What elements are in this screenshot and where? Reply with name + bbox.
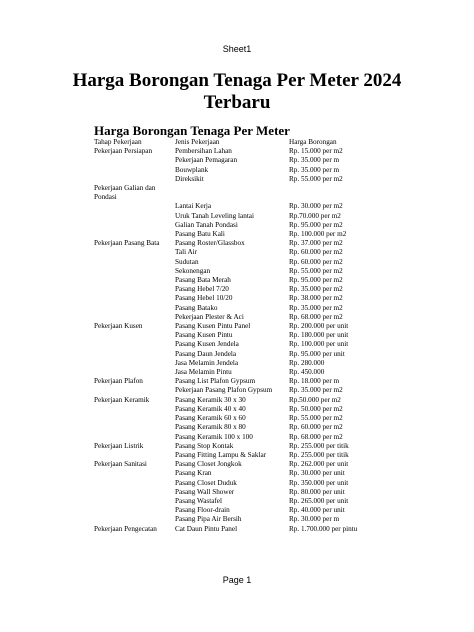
page-number: Page 1 xyxy=(222,575,252,585)
cell-price: Rp. 55.000 per m2 xyxy=(289,414,343,423)
cell-price: Rp. 55.000 per m2 xyxy=(289,266,343,275)
table-row xyxy=(94,433,379,442)
table-row xyxy=(94,414,379,423)
cell-stage xyxy=(94,294,175,303)
cell-job-type: Pasang Keramik 80 x 80 xyxy=(175,423,246,432)
cell-job-type: Pekerjaan Pasang Plafon Gypsum xyxy=(175,386,273,395)
table-row xyxy=(94,147,379,156)
sheet-name: Sheet1 xyxy=(222,44,252,54)
table-row xyxy=(94,515,379,524)
cell-stage xyxy=(94,313,175,322)
table-row xyxy=(94,386,379,395)
cell-job-type: Pasang Bata Merah xyxy=(175,276,231,285)
cell-stage xyxy=(94,331,175,340)
cell-price: Rp. 30.000 per m xyxy=(289,515,340,524)
table-row xyxy=(94,276,379,285)
cell-price: Rp. 60.000 per m2 xyxy=(289,257,343,266)
cell-stage xyxy=(94,515,175,524)
cell-price: Rp. 30.000 per m2 xyxy=(289,202,343,211)
table-row xyxy=(94,239,379,248)
cell-stage: Pekerjaan Listrik xyxy=(94,441,144,450)
cell-stage xyxy=(94,248,175,257)
cell-stage xyxy=(94,202,175,211)
cell-job-type: Pasang Keramik 30 x 30 xyxy=(175,395,246,404)
cell-job-type: Pasang Kusen Jendela xyxy=(175,340,239,349)
table-row xyxy=(94,377,379,386)
cell-job-type: Pasang Wastafel xyxy=(175,496,222,505)
cell-price: Rp. 200.000 per unit xyxy=(289,322,349,331)
table-row xyxy=(94,221,379,230)
cell-job-type: Pasang Kusen Pintu Panel xyxy=(175,322,251,331)
cell-job-type: Sekonengan xyxy=(175,266,211,275)
cell-stage xyxy=(94,405,175,414)
cell-job-type: Jasa Melamin Jendela xyxy=(175,358,239,367)
cell-job-type: Lantai Kerja xyxy=(175,202,212,211)
table-row xyxy=(94,340,379,349)
table-row xyxy=(94,248,379,257)
table-row xyxy=(94,258,379,267)
cell-stage xyxy=(94,414,175,423)
cell-price: Rp. 280.000 xyxy=(289,358,325,367)
table-row xyxy=(94,488,379,497)
cell-job-type: Pasang Kusen Pintu xyxy=(175,331,233,340)
cell-price: Rp. 55.000 per m2 xyxy=(289,174,343,183)
cell-price: Rp.50.000 per m2 xyxy=(289,395,341,404)
cell-stage: Pekerjaan Galian dan Pondasi xyxy=(94,184,156,202)
table-row xyxy=(94,405,379,414)
cell-price: Rp. 255.000 per titik xyxy=(289,450,349,459)
cell-price: Rp. 35.000 per m2 xyxy=(289,285,343,294)
cell-job-type: Jasa Melamin Pintu xyxy=(175,368,232,377)
table-header-row xyxy=(94,138,379,147)
table-row xyxy=(94,396,379,405)
table-row xyxy=(94,175,379,184)
table-row xyxy=(94,331,379,340)
cell-price xyxy=(289,184,379,202)
cell-stage: Pekerjaan Persiapan xyxy=(94,147,153,156)
cell-stage: Pekerjaan Sanitasi xyxy=(94,460,147,469)
cell-job-type: Pasang Daun Jendela xyxy=(175,349,237,358)
table-row xyxy=(94,322,379,331)
cell-stage xyxy=(94,423,175,432)
table-row xyxy=(94,304,379,313)
cell-stage xyxy=(94,433,175,442)
cell-job-type: Pasang Hebel 7/20 xyxy=(175,285,229,294)
cell-price: Rp. 35.000 per m2 xyxy=(289,303,343,312)
cell-price: Rp. 37.000 per m2 xyxy=(289,239,343,248)
cell-stage xyxy=(94,156,175,165)
cell-stage xyxy=(94,368,175,377)
cell-job-type: Pasang Wall Shower xyxy=(175,487,235,496)
cell-price: Rp. 18.000 per m xyxy=(289,377,340,386)
header-price: Harga Borongan xyxy=(289,138,337,146)
cell-price: Rp. 68.000 per m2 xyxy=(289,432,343,441)
cell-price: Rp. 30.000 per unit xyxy=(289,469,345,478)
header-stage: Tahap Pekerjaan xyxy=(94,138,142,146)
cell-stage xyxy=(94,166,175,175)
cell-job-type: Pekerjaan Plester & Aci xyxy=(175,312,244,321)
table-row xyxy=(94,285,379,294)
cell-price: Rp. 255.000 per titik xyxy=(289,441,349,450)
cell-job-type xyxy=(175,184,289,202)
table-row xyxy=(94,506,379,515)
table-row xyxy=(94,460,379,469)
cell-job-type: Pasang Kran xyxy=(175,469,212,478)
cell-stage xyxy=(94,359,175,368)
cell-stage: Pekerjaan Plafon xyxy=(94,377,143,386)
cell-stage xyxy=(94,285,175,294)
cell-job-type: Sudutan xyxy=(175,257,199,266)
cell-stage xyxy=(94,340,175,349)
cell-price: Rp. 1.700.000 per pintu xyxy=(289,524,358,533)
cell-price: Rp. 350.000 per unit xyxy=(289,478,349,487)
cell-stage xyxy=(94,276,175,285)
cell-job-type: Pasang Keramik 100 x 100 xyxy=(175,432,253,441)
cell-price: Rp. 180.000 per unit xyxy=(289,331,349,340)
cell-job-type: Pasang Roster/Glassbox xyxy=(175,239,245,248)
table-row xyxy=(94,294,379,303)
cell-price: Rp. 35.000 per m xyxy=(289,156,340,165)
cell-price: Rp. 95.000 per unit xyxy=(289,349,345,358)
cell-job-type: Pasang Floor-drain xyxy=(175,506,230,515)
table-row xyxy=(94,156,379,165)
table-row xyxy=(94,442,379,451)
cell-job-type: Pasang Batu Kali xyxy=(175,230,225,239)
cell-stage xyxy=(94,386,175,395)
cell-price: Rp. 50.000 per m2 xyxy=(289,404,343,413)
cell-job-type: Galian Tanah Pondasi xyxy=(175,220,238,229)
cell-job-type: Pekerjaan Pemagaran xyxy=(175,156,238,165)
table-row xyxy=(94,359,379,368)
table-row xyxy=(94,368,379,377)
cell-job-type: Pasang Keramik 40 x 40 xyxy=(175,404,246,413)
cell-job-type: Tali Air xyxy=(175,248,198,257)
table-row xyxy=(94,423,379,432)
cell-stage xyxy=(94,350,175,359)
cell-stage: Pekerjaan Pasang Bata xyxy=(94,239,160,248)
page-title: Harga Borongan Tenaga Per Meter 2024 Terbaru xyxy=(72,70,402,113)
price-table xyxy=(94,138,379,534)
cell-price: Rp. 38.000 per m2 xyxy=(289,294,343,303)
cell-stage xyxy=(94,175,175,184)
cell-stage: Pekerjaan Pengecatan xyxy=(94,524,157,533)
cell-price: Rp. 100.000 per unit xyxy=(289,340,349,349)
cell-stage xyxy=(94,469,175,478)
cell-stage xyxy=(94,488,175,497)
cell-job-type: Pasang Hebel 10/20 xyxy=(175,294,233,303)
table-row xyxy=(94,479,379,488)
table-row xyxy=(94,525,379,534)
cell-stage xyxy=(94,304,175,313)
cell-stage: Pekerjaan Kusen xyxy=(94,322,143,331)
cell-price: Rp. 15.000 per m2 xyxy=(289,147,343,156)
table-row xyxy=(94,212,379,221)
table-title: Harga Borongan Tenaga Per Meter xyxy=(94,123,290,138)
cell-job-type: Bouwplank xyxy=(175,165,209,174)
cell-price: Rp. 80.000 per unit xyxy=(289,487,345,496)
cell-stage xyxy=(94,267,175,276)
table-row xyxy=(94,451,379,460)
cell-price: Rp. 35.000 per m xyxy=(289,165,340,174)
table-row xyxy=(94,313,379,322)
cell-price: Rp.70.000 per m2 xyxy=(289,211,341,220)
cell-price: Rp. 95.000 per m2 xyxy=(289,276,343,285)
cell-stage xyxy=(94,230,175,239)
table-row xyxy=(94,166,379,175)
cell-price: Rp. 35.000 per m2 xyxy=(289,386,343,395)
header-job-type: Jenis Pekerjaan xyxy=(175,138,220,146)
cell-price: Rp. 60.000 per m2 xyxy=(289,423,343,432)
cell-job-type: Pasang Closet Duduk xyxy=(175,478,237,487)
cell-price: Rp. 265.000 per unit xyxy=(289,496,349,505)
cell-job-type: Pasang Fitting Lampu & Saklar xyxy=(175,450,267,459)
cell-price: Rp. 450.000 xyxy=(289,368,325,377)
cell-job-type: Pembersihan Lahan xyxy=(175,147,232,156)
cell-job-type: Pasang Pipa Air Bersih xyxy=(175,515,242,524)
cell-price: Rp. 262.000 per unit xyxy=(289,460,349,469)
table-row xyxy=(94,469,379,478)
cell-job-type: Pasang Batako xyxy=(175,303,218,312)
cell-stage xyxy=(94,212,175,221)
cell-stage xyxy=(94,506,175,515)
cell-stage xyxy=(94,497,175,506)
cell-job-type: Pasang Closet Jongkok xyxy=(175,460,242,469)
cell-stage xyxy=(94,258,175,267)
table-row xyxy=(94,497,379,506)
cell-job-type: Direksikit xyxy=(175,174,204,183)
cell-price: Rp. 95.000 per m2 xyxy=(289,220,343,229)
table-row xyxy=(94,350,379,359)
cell-job-type: Pasang Stop Kontak xyxy=(175,441,234,450)
cell-job-type: Pasang List Plafon Gypsum xyxy=(175,377,256,386)
cell-price: Rp. 100.000 per m2 xyxy=(289,230,347,239)
cell-stage xyxy=(94,479,175,488)
table-row xyxy=(94,230,379,239)
cell-job-type: Uruk Tanah Leveling lantai xyxy=(175,211,254,220)
cell-price: Rp. 40.000 per unit xyxy=(289,506,345,515)
cell-stage: Pekerjaan Keramik xyxy=(94,395,150,404)
table-row xyxy=(94,267,379,276)
cell-price: Rp. 68.000 per m2 xyxy=(289,312,343,321)
cell-job-type: Pasang Keramik 60 x 60 xyxy=(175,414,246,423)
cell-stage xyxy=(94,451,175,460)
cell-price: Rp. 60.000 per m2 xyxy=(289,248,343,257)
cell-stage xyxy=(94,221,175,230)
table-row xyxy=(94,184,379,202)
table-row xyxy=(94,202,379,211)
cell-job-type: Cat Daun Pintu Panel xyxy=(175,524,238,533)
